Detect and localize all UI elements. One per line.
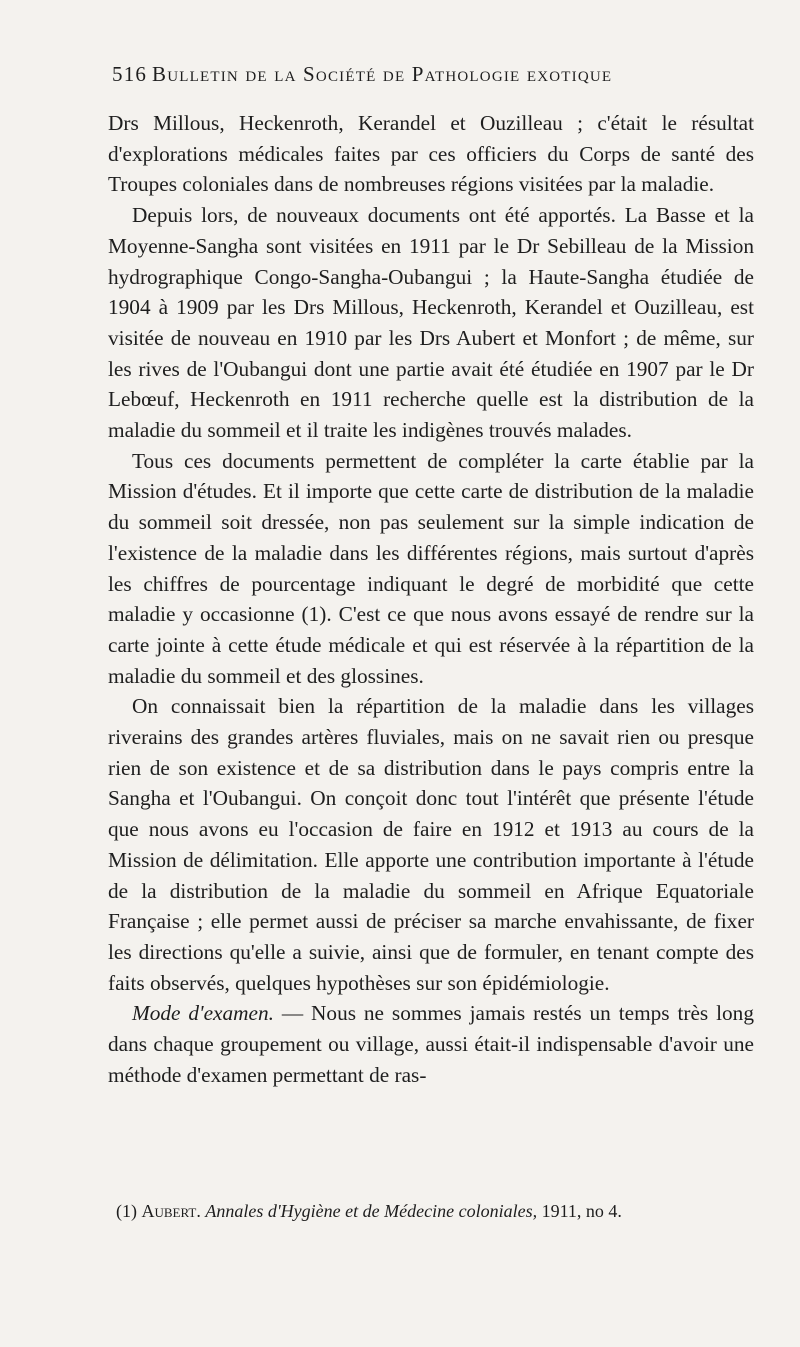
section-lead: Mode d'examen. <box>132 1001 274 1026</box>
paragraph-5 <box>108 998 754 1090</box>
footnote-detail: 1911, no 4. <box>541 1201 622 1221</box>
page-header <box>112 62 752 96</box>
footnote-journal: Annales d'Hygiène et de Médecine coloniales, <box>205 1201 538 1221</box>
paragraph-1: Drs Millous, Heckenroth, Kerandel et Ouzilleau ; c'était le résultat d'explorations médicales faites par ces officiers du Corps de santé des Troupes coloniales dans de nombreuses régions visitées par la maladie. <box>108 111 754 197</box>
footnote-author: Aubert. <box>141 1201 201 1221</box>
paragraph-3: Tous ces documents permettent de compléter la carte établie par la Mission d'études. Et il importe que cette carte de distribution de la maladie du sommeil soit dressée, non pas seulement sur la simple indication de l'existence de la maladie dans les différentes régions, mais surtout d'après les chiffres de pourcentage indiquant le degré de morbidité que cette maladie y occasionne (1). C'est ce que nous avons essayé de rendre sur la carte jointe à cette étude médicale et qui est réservée à la répartition de la maladie du sommeil et des glossines. <box>108 448 754 688</box>
footnote <box>116 1198 746 1224</box>
running-title: Bulletin de la Société de Pathologie exotique <box>152 62 613 86</box>
paragraph-2: Depuis lors, de nouveaux documents ont été apportés. La Basse et la Moyenne-Sangha sont visitées en 1911 par le Dr Sebilleau de la Mission hydrographique Congo-Sangha-Oubangui ; la Haute-Sangha étudiée de 1904 à 1909 par les Drs Millous, Heckenroth, Kerandel et Ouzilleau, est visitée de nouveau en 1910 par les Drs Aubert et Monfort ; de même, sur les rives de l'Oubangui dont une partie avait été étudiée en 1907 par le Dr Lebœuf, Heckenroth en 1911 recherche quelle est la distribution de la maladie du sommeil et il traite les indigènes trouvés malades. <box>108 203 754 443</box>
page-number: 516 <box>112 62 148 86</box>
footnote-marker: (1) <box>116 1201 137 1221</box>
paragraph-5-text: — Nous ne sommes jamais restés un temps très long dans chaque groupement ou village, aussi était-il indispensable d'avoir une méthode d'examen permettant de ras- <box>108 1001 754 1087</box>
paragraph-4: On connaissait bien la répartition de la maladie dans les villages riverains des grandes artères fluviales, mais on ne savait rien ou presque rien de son existence et de sa distribution dans le pays compris entre la Sangha et l'Oubangui. On conçoit donc tout l'intérêt que présente l'étude que nous avons eu l'occasion de faire en 1912 et 1913 au cours de la Mission de délimitation. Elle apporte une contribution importante à l'étude de la distribution de la maladie du sommeil en Afrique Equatoriale Française ; elle permet aussi de préciser sa marche envahissante, de fixer les directions qu'elle a suivie, ainsi que de formuler, en tenant compte des faits observés, quelques hypothèses sur son épidémiologie. <box>108 694 754 995</box>
body-text <box>108 108 754 1091</box>
